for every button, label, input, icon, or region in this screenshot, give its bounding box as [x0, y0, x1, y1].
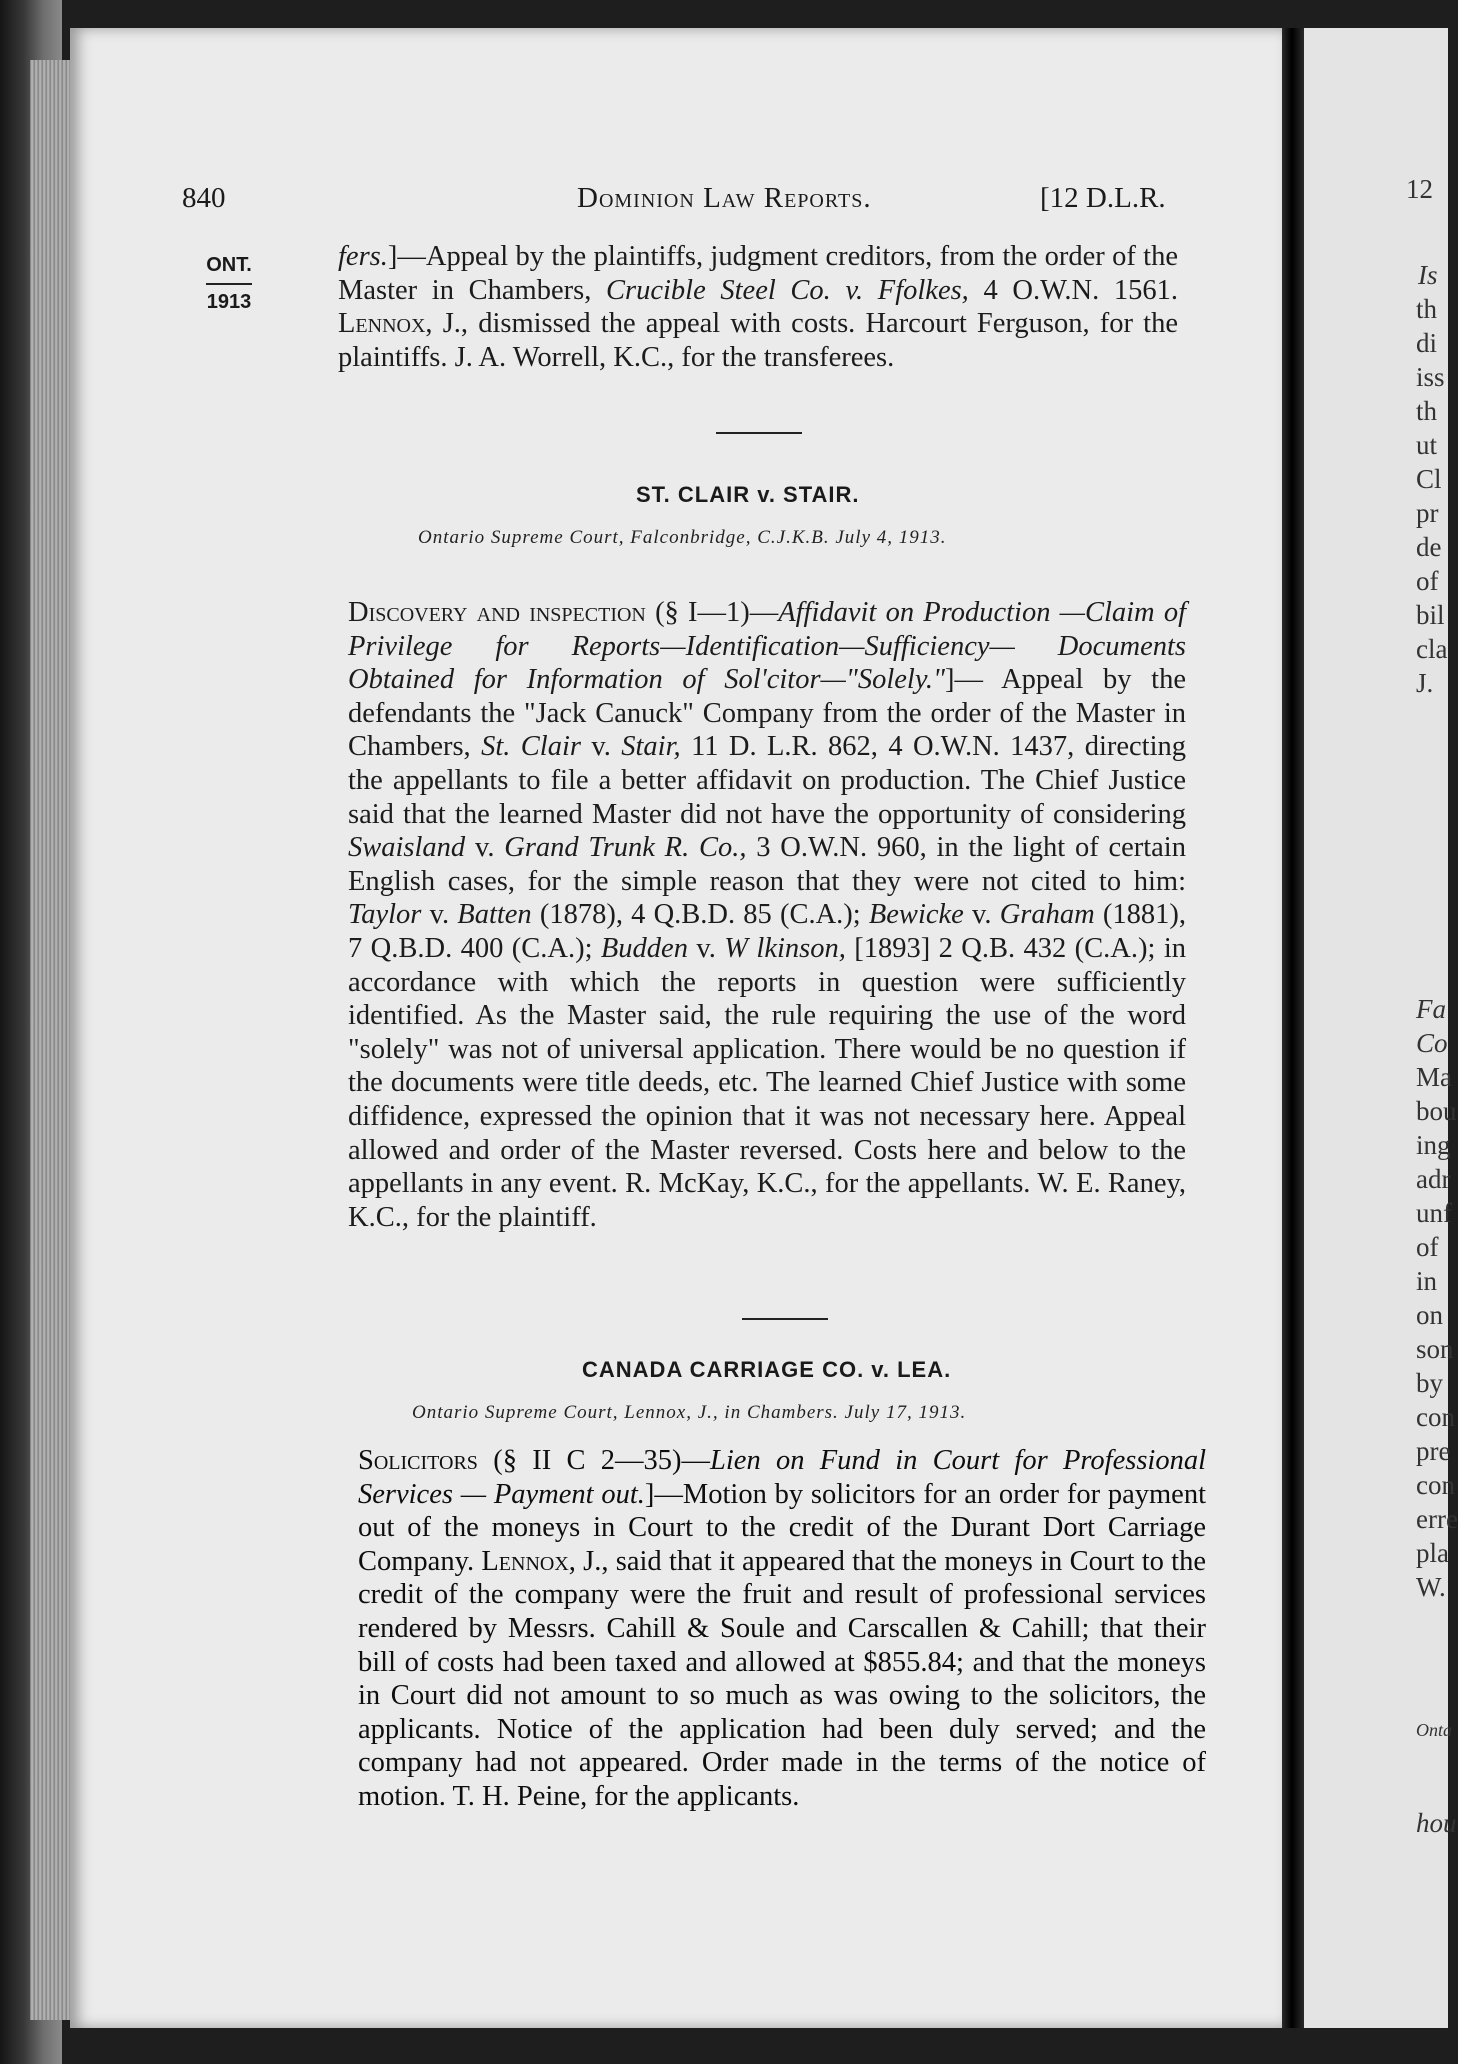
case1-headnote: Affidavit on Production —Claim of Privilege for Reports—Identification—Sufficiency— Documents Obtained for Information of Sol'citor—"Solely.": [348, 597, 1186, 696]
running-title: Dominion Law Reports.: [577, 182, 872, 214]
facing-line: ut: [1416, 430, 1438, 460]
case1-paragraph: [348, 596, 1186, 1234]
facing-page: [1304, 28, 1458, 2028]
facing-line: Onta: [1416, 1720, 1452, 1740]
case2-paragraph: [358, 1444, 1206, 1814]
intro-lead: fers.: [338, 241, 388, 272]
facing-line: ing: [1416, 1130, 1451, 1160]
case1-ref: Swaisland: [348, 832, 466, 864]
case1-ref: Taylor: [348, 899, 422, 931]
case1-ref: Stair,: [621, 731, 681, 763]
intro-paragraph: [338, 240, 1178, 374]
case2-judge: Lennox: [481, 1545, 569, 1577]
facing-line: cla: [1416, 634, 1448, 664]
case2-section: (§ II C 2—35)—: [477, 1445, 711, 1476]
case1-topic: Discovery and inspection: [348, 597, 646, 628]
case1-ref: Budden: [600, 932, 688, 964]
case1-ref: St. Clair: [481, 731, 581, 763]
margin-province: ONT.: [206, 254, 252, 276]
page-number: 840: [182, 182, 226, 214]
case1-text: v.: [687, 932, 725, 964]
case1-ref: Batten: [457, 899, 532, 931]
case1-section: (§ I—1)—: [645, 597, 779, 628]
facing-line: unf: [1416, 1198, 1452, 1228]
facing-line: hou: [1416, 1808, 1457, 1838]
facing-line: bou: [1416, 1096, 1457, 1126]
facing-line: bil: [1416, 600, 1445, 630]
case1-ref: Bewicke: [868, 899, 964, 931]
case1-text: [1893] 2 Q.B. 432 (C.A.); in accordance with which the reports in question were sufficiently identified. As the Master said, the rule requiring the use of the word "solely" was not of universal application. There would be no question if the documents were title deeds, etc. The learned Chief Justice with some diffidence, expressed the opinion that it was not necessary here. Appeal allowed and order of the Master reversed. Costs here and below to the appellants in any event. R. McKay, K.C., for the appellants. W. E. Raney, K.C., for the plaintiff.: [348, 932, 1186, 1233]
running-head: [182, 182, 1182, 222]
case2-headnote: Lien on Fund in Court for Professional Services — Payment out.: [358, 1445, 1206, 1510]
intro-judge: Lennox: [338, 308, 426, 340]
case2-title: CANADA CARRIAGE CO. v. LEA.: [582, 1357, 952, 1382]
volume-reference: [12 D.L.R.: [1040, 182, 1166, 214]
facing-line: Is: [1418, 260, 1438, 290]
intro-case-ref: Crucible Steel Co. v. Ffolkes,: [605, 274, 969, 306]
case1-text: (1881), 7 Q.B.D. 400 (C.A.);: [348, 899, 1186, 964]
facing-line: J.: [1416, 668, 1434, 698]
margin-rule: [206, 283, 252, 285]
facing-line: th: [1416, 396, 1438, 426]
facing-line: con: [1416, 1470, 1455, 1500]
case1-ref: Graham: [999, 899, 1095, 931]
facing-line: in: [1416, 1266, 1438, 1296]
facing-line: Co: [1416, 1028, 1448, 1058]
facing-line: Ma: [1416, 1062, 1452, 1092]
case1-ref: W lkinson,: [724, 932, 846, 964]
page-edges: [30, 60, 72, 2020]
facing-line: th: [1416, 294, 1438, 324]
case2-text: ]—Motion by solicitors for an order for payment out of the moneys in Court to the credit of the Durant Dort Carriage Company.: [358, 1478, 1206, 1577]
case1-court: Ontario Supreme Court, Falconbridge, C.J.K.B. July 4, 1913.: [418, 527, 947, 548]
intro-text: , J., dismissed the appeal with costs. Harcourt Ferguson, for the plaintiffs. J. A. Worrell, K.C., for the transferees.: [338, 308, 1178, 373]
case1-ref: Grand Trunk R. Co.,: [504, 832, 747, 864]
case1-text: v.: [580, 731, 622, 763]
case1-text: v.: [465, 832, 505, 864]
section-divider: [742, 1318, 828, 1320]
facing-line: by: [1416, 1368, 1443, 1398]
book-gutter: [1282, 28, 1304, 2028]
facing-line: erre: [1416, 1504, 1458, 1534]
case1-text: 11 D. L.R. 862, 4 O.W.N. 1437, directing the appellants to file a better affidavit on production. The Chief Justice said that the learned Master did not have the opportunity of considering: [348, 731, 1186, 830]
facing-line: di: [1416, 328, 1438, 358]
case2-court: Ontario Supreme Court, Lennox, J., in Chambers. July 17, 1913.: [412, 1402, 967, 1423]
margin-note: [184, 254, 274, 314]
case1-text: (1878), 4 Q.B.D. 85 (C.A.);: [531, 899, 869, 931]
facing-line: W.: [1416, 1572, 1446, 1602]
facing-line: pr: [1416, 498, 1439, 528]
intro-text: ]—Appeal by the plaintiffs, judgment creditors, from the order of the Master in Chambers,: [338, 241, 1178, 306]
facing-line: son: [1416, 1334, 1454, 1364]
case1-text: 3 O.W.N. 960, in the light of certain English cases, for the simple reason that they were not cited to him:: [348, 832, 1186, 897]
facing-line: Cl: [1416, 464, 1442, 494]
facing-line: con: [1416, 1402, 1455, 1432]
facing-line: de: [1416, 532, 1442, 562]
section-divider: [716, 432, 802, 434]
facing-line: on: [1416, 1300, 1443, 1330]
facing-line: adr: [1416, 1164, 1451, 1194]
case1-text: v.: [963, 899, 1000, 931]
margin-year: 1913: [206, 291, 252, 313]
facing-line: Fa: [1416, 994, 1446, 1024]
case1-title: ST. CLAIR v. STAIR.: [636, 482, 860, 507]
facing-line: pre: [1416, 1436, 1451, 1466]
facing-line: pla: [1416, 1538, 1449, 1568]
case1-text: v.: [421, 899, 458, 931]
facing-line: of: [1416, 566, 1439, 596]
case2-topic: Solicitors: [358, 1445, 478, 1476]
intro-text: 4 O.W.N. 1561.: [968, 274, 1178, 306]
case2-text: , J., said that it appeared that the moneys in Court to the credit of the company were the fruit and result of professional services rendered by Messrs. Cahill & Soule and Carscallen & Cahill; that their bill of costs had been taxed and allowed at $855.84; and that the moneys in Court did not amount to so much as was owing to the solicitors, the applicants. Notice of the application had been duly served; and the company had not appeared. Order made in the terms of the notice of motion. T. H. Peine, for the applicants.: [358, 1545, 1206, 1812]
facing-line: of: [1416, 1232, 1439, 1262]
case1-text: ]— Appeal by the defendants the "Jack Canuck" Company from the order of the Master in Chambers,: [348, 664, 1186, 763]
facing-line: iss: [1416, 362, 1445, 392]
facing-header-fragment: 12: [1406, 174, 1433, 204]
